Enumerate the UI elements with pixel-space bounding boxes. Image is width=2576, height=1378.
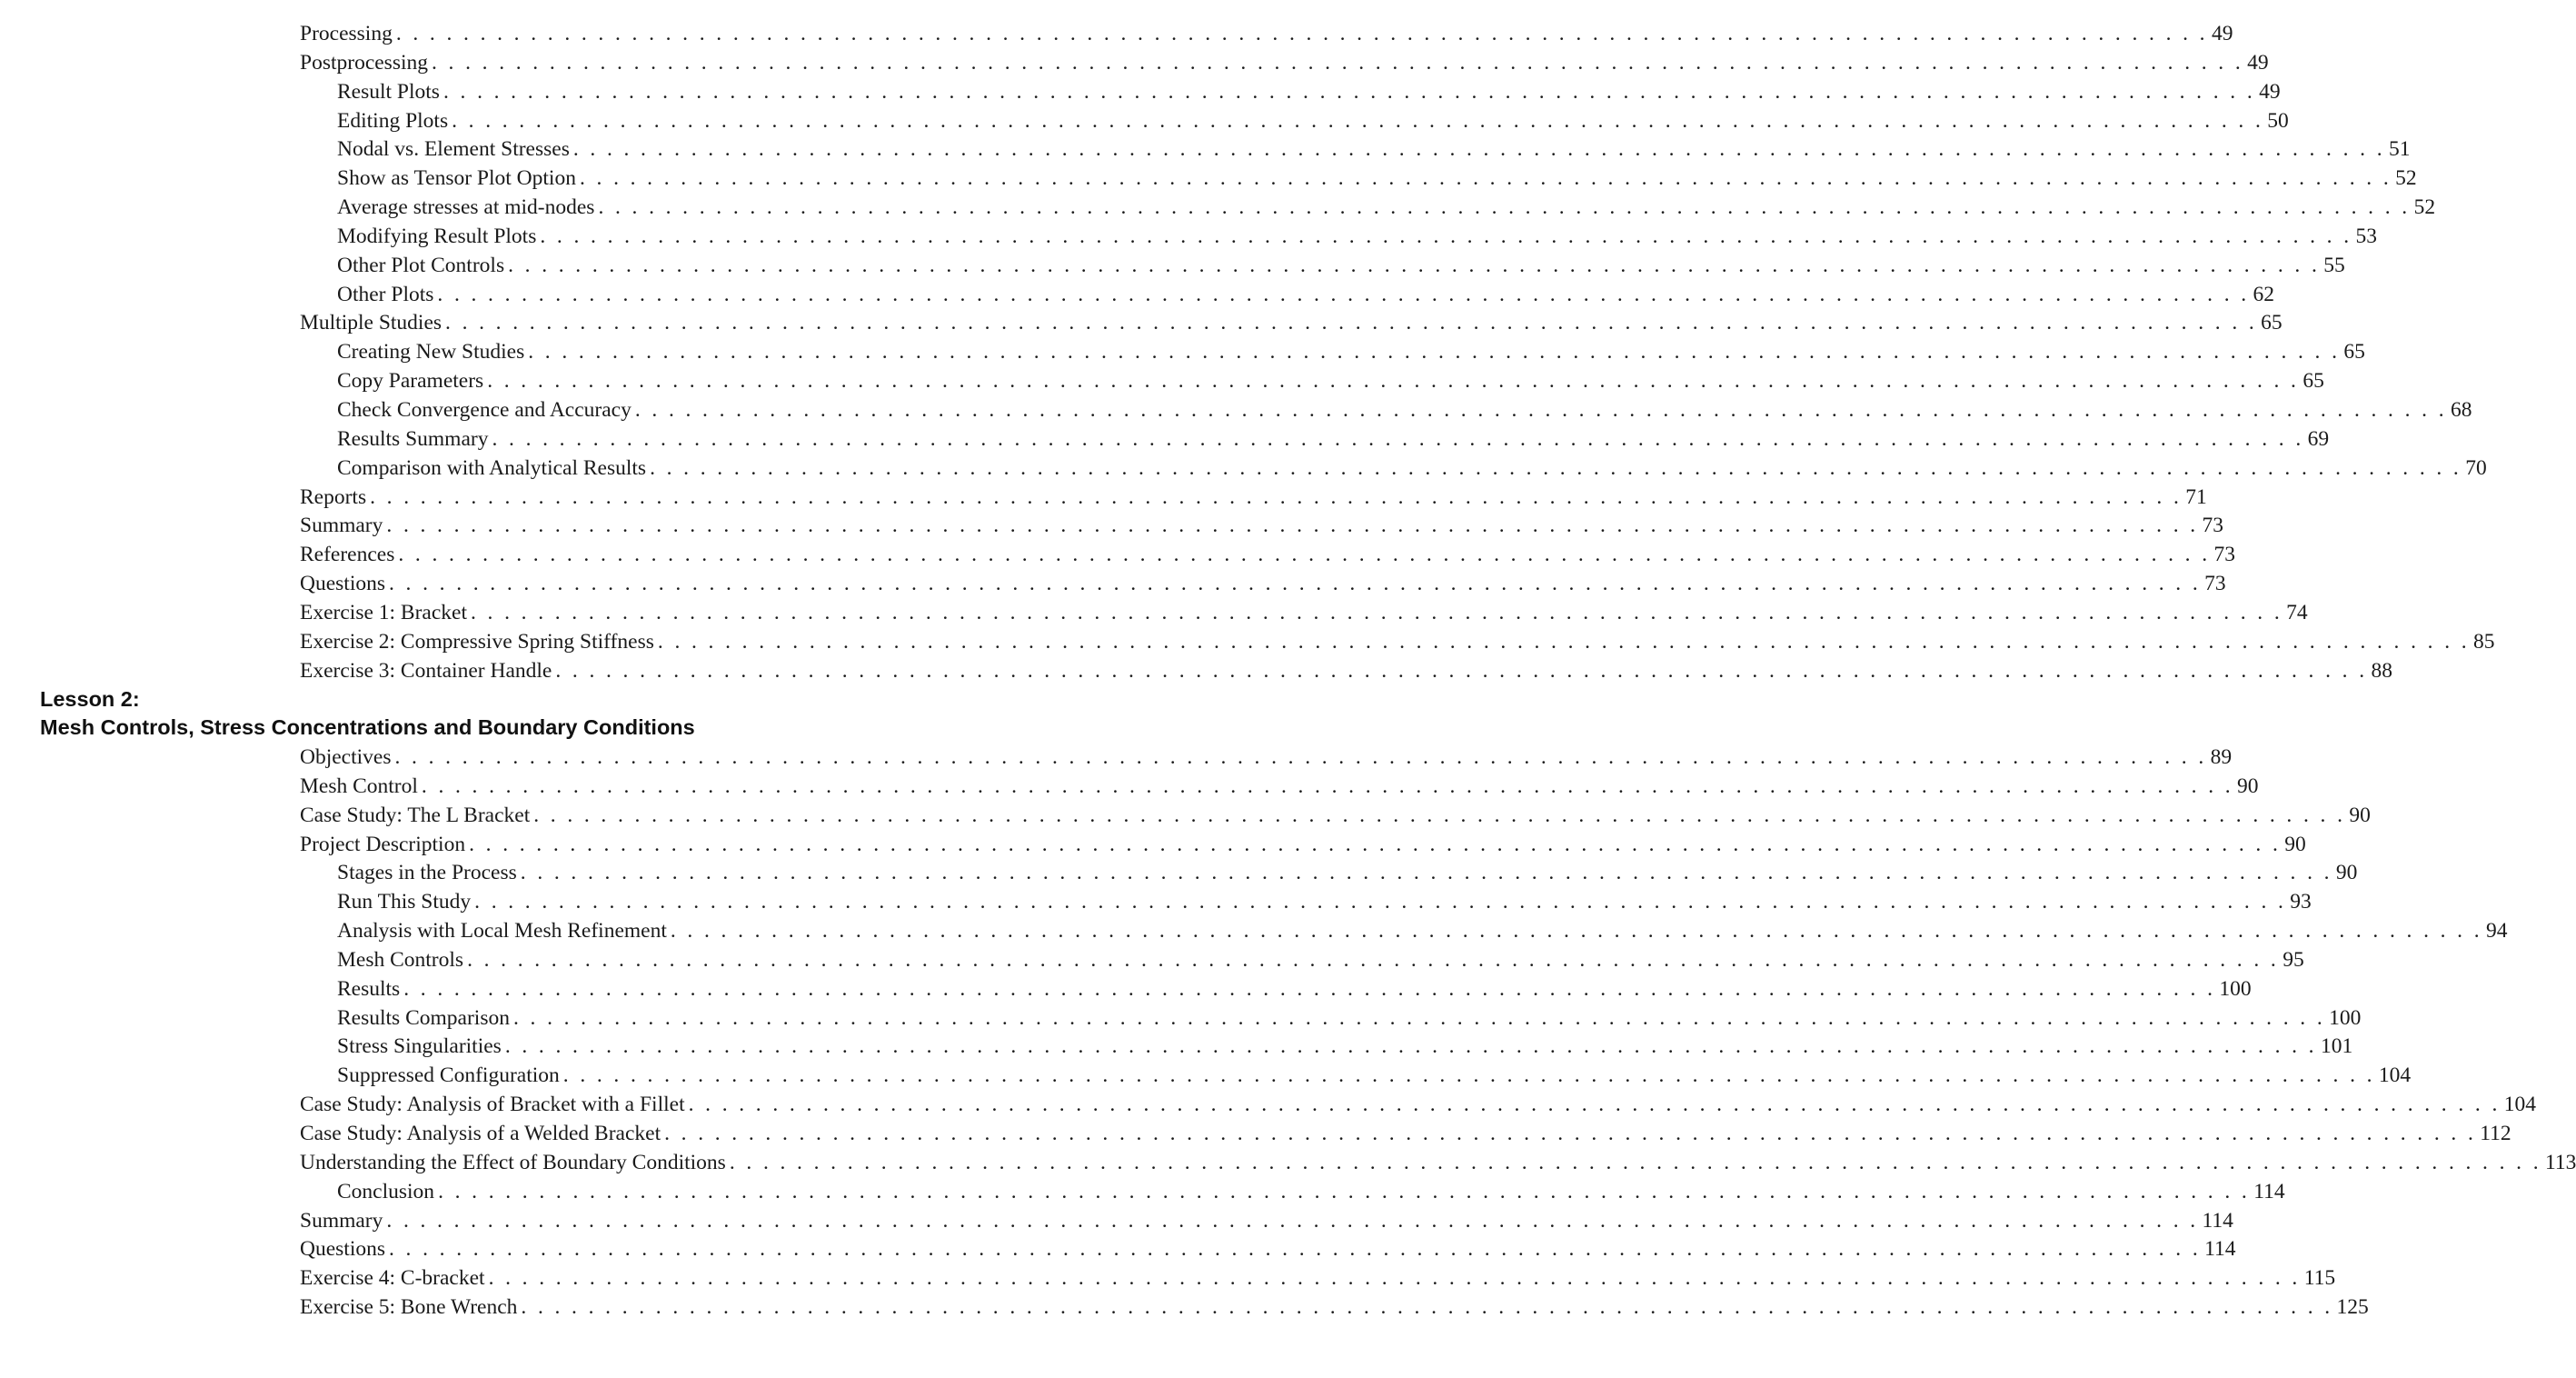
toc-entry-page: 114 [2204, 1237, 2236, 1262]
toc-entry-title: Mesh Controls [337, 947, 464, 972]
toc-entry-mesh-control[interactable] [300, 774, 2259, 804]
dot-leader: . . . . . . . . . . . . . . . . . . . . . . . . . . . . . . . . . . . . . . . . . . . . . . . . . . . . . . . . . . . . . . . . . . . . . . . . . . . . . . . . . . . . . . . . . . . . . . . . . . . . . . . . . . . . [572, 137, 2385, 162]
toc-entry-page: 88 [2371, 658, 2392, 683]
toc-entry-title: Results Summary [337, 426, 489, 451]
toc-entry-page: 104 [2503, 1093, 2536, 1117]
toc-entry-summary[interactable] [300, 1208, 2233, 1238]
toc-entry-page: 113 [2544, 1150, 2576, 1174]
dot-leader: . . . . . . . . . . . . . . . . . . . . . . . . . . . . . . . . . . . . . . . . . . . . . . . . . . . . . . . . . . . . . . . . . . . . . . . . . . . . . . . . . . . . . . . . . . . . . . . . . . . . . . . . . . . . [467, 947, 2280, 972]
toc-entry-modifying-result-plots[interactable] [300, 224, 2377, 254]
dot-leader: . . . . . . . . . . . . . . . . . . . . . . . . . . . . . . . . . . . . . . . . . . . . . . . . . . . . . . . . . . . . . . . . . . . . . . . . . . . . . . . . . . . . . . . . . . . . . . . . . . . . . . . . . . . . [664, 1121, 2477, 1145]
toc-entry-title: Summary [300, 514, 383, 538]
toc-entry-check-convergence[interactable] [300, 397, 2472, 427]
toc-entry-page: 73 [2213, 543, 2235, 567]
lesson1-toc-list [300, 22, 2495, 687]
toc-entry-run-this-study[interactable] [300, 890, 2312, 919]
toc-entry-title: Questions [300, 1237, 385, 1262]
dot-leader: . . . . . . . . . . . . . . . . . . . . . . . . . . . . . . . . . . . . . . . . . . . . . . . . . . . . . . . . . . . . . . . . . . . . . . . . . . . . . . . . . . . . . . . . . . . . . . . . . . . . . . . . . . . . [389, 1237, 2202, 1262]
toc-entry-title: Run This Study [337, 890, 472, 914]
toc-entry-page: 115 [2303, 1266, 2336, 1291]
toc-entry-title: Objectives [300, 745, 392, 769]
toc-entry-average-stresses[interactable] [300, 195, 2436, 225]
toc-entry-title: Stress Singularities [337, 1034, 502, 1059]
toc-entry-title: Modifying Result Plots [337, 224, 537, 248]
toc-entry-page: 73 [2202, 514, 2224, 538]
toc-entry-title: Check Convergence and Accuracy [337, 397, 632, 422]
dot-leader: . . . . . . . . . . . . . . . . . . . . . . . . . . . . . . . . . . . . . . . . . . . . . . . . . . . . . . . . . . . . . . . . . . . . . . . . . . . . . . . . . . . . . . . . . . . . . . . . . . . . . . . . . . . . [386, 514, 2199, 538]
toc-entry-title: Postprocessing [300, 50, 428, 75]
toc-entry-page: 101 [2320, 1034, 2353, 1059]
dot-leader: . . . . . . . . . . . . . . . . . . . . . . . . . . . . . . . . . . . . . . . . . . . . . . . . . . . . . . . . . . . . . . . . . . . . . . . . . . . . . . . . . . . . . . . . . . . . . . . . . . . . . . . . . . . . [598, 195, 2411, 220]
toc-entry-questions[interactable] [300, 1237, 2236, 1266]
toc-entry-title: Exercise 4: C-bracket [300, 1266, 485, 1291]
toc-entry-title: Exercise 5: Bone Wrench [300, 1295, 518, 1320]
dot-leader: . . . . . . . . . . . . . . . . . . . . . . . . . . . . . . . . . . . . . . . . . . . . . . . . . . . . . . . . . . . . . . . . . . . . . . . . . . . . . . . . . . . . . . . . . . . . . . . . . . . . . . . . . . . . [579, 166, 2392, 191]
toc-entry-title: Result Plots [337, 79, 440, 104]
dot-leader: . . . . . . . . . . . . . . . . . . . . . . . . . . . . . . . . . . . . . . . . . . . . . . . . . . . . . . . . . . . . . . . . . . . . . . . . . . . . . . . . . . . . . . . . . . . . . . . . . . . . . . . . . . . . [432, 50, 2244, 75]
dot-leader: . . . . . . . . . . . . . . . . . . . . . . . . . . . . . . . . . . . . . . . . . . . . . . . . . . . . . . . . . . . . . . . . . . . . . . . . . . . . . . . . . . . . . . . . . . . . . . . . . . . . . . . . . . . . [474, 890, 2287, 914]
toc-entry-title: Average stresses at mid-nodes [337, 195, 595, 220]
toc-entry-other-plots[interactable] [300, 282, 2275, 312]
dot-leader: . . . . . . . . . . . . . . . . . . . . . . . . . . . . . . . . . . . . . . . . . . . . . . . . . . . . . . . . . . . . . . . . . . . . . . . . . . . . . . . . . . . . . . . . . . . . . . . . . . . . . . . . . . . . [657, 629, 2471, 654]
toc-entry-results-summary[interactable] [300, 426, 2330, 456]
toc-entry-title: References [300, 543, 395, 567]
dot-leader: . . . . . . . . . . . . . . . . . . . . . . . . . . . . . . . . . . . . . . . . . . . . . . . . . . . . . . . . . . . . . . . . . . . . . . . . . . . . . . . . . . . . . . . . . . . . . . . . . . . . . . . . . . . . [688, 1093, 2501, 1117]
toc-entry-page: 100 [2329, 1005, 2362, 1030]
toc-entry-page: 65 [2302, 369, 2324, 394]
dot-leader: . . . . . . . . . . . . . . . . . . . . . . . . . . . . . . . . . . . . . . . . . . . . . . . . . . . . . . . . . . . . . . . . . . . . . . . . . . . . . . . . . . . . . . . . . . . . . . . . . . . . . . . . . . . . [437, 282, 2250, 306]
dot-leader: . . . . . . . . . . . . . . . . . . . . . . . . . . . . . . . . . . . . . . . . . . . . . . . . . . . . . . . . . . . . . . . . . . . . . . . . . . . . . . . . . . . . . . . . . . . . . . . . . . . . . . . . . . . . [487, 369, 2300, 394]
toc-entry-page: 49 [2247, 50, 2269, 75]
toc-entry-title: Exercise 3: Container Handle [300, 658, 552, 683]
toc-entry-nodal-vs-element-stresses[interactable] [300, 137, 2411, 166]
toc-entry-page: 125 [2336, 1295, 2369, 1320]
dot-leader: . . . . . . . . . . . . . . . . . . . . . . . . . . . . . . . . . . . . . . . . . . . . . . . . . . . . . . . . . . . . . . . . . . . . . . . . . . . . . . . . . . . . . . . . . . . . . . . . . . . . . . . . . . . . [389, 572, 2202, 596]
dot-leader: . . . . . . . . . . . . . . . . . . . . . . . . . . . . . . . . . . . . . . . . . . . . . . . . . . . . . . . . . . . . . . . . . . . . . . . . . . . . . . . . . . . . . . . . . . . . . . . . . . . . . . . . . . . . [488, 1266, 2301, 1291]
toc-entry-title: Analysis with Local Mesh Refinement [337, 919, 667, 944]
toc-entry-title: Copy Parameters [337, 369, 484, 394]
toc-entry-page: 70 [2465, 455, 2487, 480]
dot-leader: . . . . . . . . . . . . . . . . . . . . . . . . . . . . . . . . . . . . . . . . . . . . . . . . . . . . . . . . . . . . . . . . . . . . . . . . . . . . . . . . . . . . . . . . . . . . . . . . . . . . . . . . . . . . [398, 543, 2211, 567]
toc-entry-creating-new-studies[interactable] [300, 340, 2365, 369]
toc-entry-page: 90 [2349, 803, 2371, 827]
toc-entry-title: Show as Tensor Plot Option [337, 166, 576, 191]
toc-entry-title: Results Comparison [337, 1005, 510, 1030]
toc-entry-page: 69 [2307, 426, 2330, 451]
toc-entry-project-description[interactable] [300, 832, 2306, 862]
toc-entry-page: 50 [2267, 108, 2289, 133]
toc-entry-page: 85 [2473, 629, 2495, 654]
toc-entry-title: Case Study: The L Bracket [300, 803, 531, 827]
toc-entry-postprocessing[interactable] [300, 50, 2269, 80]
toc-entry-editing-plots[interactable] [300, 108, 2289, 138]
toc-entry-reports[interactable] [300, 484, 2207, 514]
toc-entry-exercise-3[interactable] [300, 658, 2392, 688]
dot-leader: . . . . . . . . . . . . . . . . . . . . . . . . . . . . . . . . . . . . . . . . . . . . . . . . . . . . . . . . . . . . . . . . . . . . . . . . . . . . . . . . . . . . . . . . . . . . . . . . . . . . . . . . . . . . [555, 658, 2368, 683]
toc-entry-exercise-1[interactable] [300, 600, 2308, 630]
lesson-title: Mesh Controls, Stress Concentrations and Boundary Conditions [40, 715, 695, 739]
dot-leader: . . . . . . . . . . . . . . . . . . . . . . . . . . . . . . . . . . . . . . . . . . . . . . . . . . . . . . . . . . . . . . . . . . . . . . . . . . . . . . . . . . . . . . . . . . . . . . . . . . . . . . . . . . . . [443, 79, 2256, 104]
toc-entry-title: Summary [300, 1208, 383, 1233]
toc-entry-page: 100 [2219, 976, 2252, 1001]
toc-entry-title: Mesh Control [300, 774, 418, 798]
toc-entry-local-mesh-refinement[interactable] [300, 919, 2508, 948]
dot-leader: . . . . . . . . . . . . . . . . . . . . . . . . . . . . . . . . . . . . . . . . . . . . . . . . . . . . . . . . . . . . . . . . . . . . . . . . . . . . . . . . . . . . . . . . . . . . . . . . . . . . . . . . . . . . [634, 397, 2447, 422]
dot-leader: . . . . . . . . . . . . . . . . . . . . . . . . . . . . . . . . . . . . . . . . . . . . . . . . . . . . . . . . . . . . . . . . . . . . . . . . . . . . . . . . . . . . . . . . . . . . . . . . . . . . . . . . . . . . [492, 426, 2304, 451]
dot-leader: . . . . . . . . . . . . . . . . . . . . . . . . . . . . . . . . . . . . . . . . . . . . . . . . . . . . . . . . . . . . . . . . . . . . . . . . . . . . . . . . . . . . . . . . . . . . . . . . . . . . . . . . . . . . [438, 1179, 2251, 1203]
toc-entry-questions[interactable] [300, 572, 2226, 601]
dot-leader: . . . . . . . . . . . . . . . . . . . . . . . . . . . . . . . . . . . . . . . . . . . . . . . . . . . . . . . . . . . . . . . . . . . . . . . . . . . . . . . . . . . . . . . . . . . . . . . . . . . . . . . . . . . . [670, 919, 2482, 944]
toc-entry-exercise-4[interactable] [300, 1266, 2336, 1295]
toc-entry-page: 93 [2290, 890, 2312, 914]
toc-entry-title: Comparison with Analytical Results [337, 455, 647, 480]
dot-leader: . . . . . . . . . . . . . . . . . . . . . . . . . . . . . . . . . . . . . . . . . . . . . . . . . . . . . . . . . . . . . . . . . . . . . . . . . . . . . . . . . . . . . . . . . . . . . . . . . . . . . . . . . . . . [445, 311, 2258, 335]
toc-entry-multiple-studies[interactable] [300, 311, 2283, 340]
toc-entry-page: 49 [2259, 79, 2281, 104]
toc-entry-results-comparison[interactable] [300, 1005, 2362, 1035]
toc-entry-title: Questions [300, 572, 385, 596]
toc-entry-page: 90 [2335, 861, 2358, 885]
toc-entry-boundary-conditions[interactable] [300, 1150, 2576, 1180]
toc-entry-stages-in-process[interactable] [300, 861, 2358, 890]
toc-entry-exercise-5[interactable] [300, 1295, 2369, 1324]
toc-entry-page: 49 [2211, 22, 2233, 45]
dot-leader: . . . . . . . . . . . . . . . . . . . . . . . . . . . . . . . . . . . . . . . . . . . . . . . . . . . . . . . . . . . . . . . . . . . . . . . . . . . . . . . . . . . . . . . . . . . . . . . . . . . . . . . . . . . . [421, 774, 2234, 798]
toc-entry-processing[interactable] [300, 22, 2233, 51]
toc-entry-title: Case Study: Analysis of a Welded Bracket [300, 1121, 661, 1145]
toc-entry-title: Stages in the Process [337, 861, 517, 885]
dot-leader: . . . . . . . . . . . . . . . . . . . . . . . . . . . . . . . . . . . . . . . . . . . . . . . . . . . . . . . . . . . . . . . . . . . . . . . . . . . . . . . . . . . . . . . . . . . . . . . . . . . . . . . . . . . . [394, 745, 2207, 769]
lesson-label: Lesson 2: [40, 687, 140, 711]
dot-leader: . . . . . . . . . . . . . . . . . . . . . . . . . . . . . . . . . . . . . . . . . . . . . . . . . . . . . . . . . . . . . . . . . . . . . . . . . . . . . . . . . . . . . . . . . . . . . . . . . . . . . . . . . . . . [508, 253, 2321, 277]
toc-entry-other-plot-controls[interactable] [300, 253, 2345, 283]
dot-leader: . . . . . . . . . . . . . . . . . . . . . . . . . . . . . . . . . . . . . . . . . . . . . . . . . . . . . . . . . . . . . . . . . . . . . . . . . . . . . . . . . . . . . . . . . . . . . . . . . . . . . . . . . . . . [528, 340, 2341, 364]
toc-entry-page: 73 [2204, 572, 2226, 596]
toc-entry-page: 53 [2355, 224, 2377, 248]
toc-entry-page: 90 [2237, 774, 2259, 798]
toc-entry-exercise-2[interactable] [300, 629, 2495, 659]
toc-entry-page: 95 [2283, 947, 2304, 972]
dot-leader: . . . . . . . . . . . . . . . . . . . . . . . . . . . . . . . . . . . . . . . . . . . . . . . . . . . . . . . . . . . . . . . . . . . . . . . . . . . . . . . . . . . . . . . . . . . . . . . . . . . . . . . . . . . . [395, 22, 2208, 45]
dot-leader: . . . . . . . . . . . . . . . . . . . . . . . . . . . . . . . . . . . . . . . . . . . . . . . . . . . . . . . . . . . . . . . . . . . . . . . . . . . . . . . . . . . . . . . . . . . . . . . . . . . . . . . . . . . . [533, 803, 2346, 827]
toc-entry-title: Suppressed Configuration [337, 1063, 560, 1088]
toc-entry-title: Nodal vs. Element Stresses [337, 137, 570, 162]
dot-leader: . . . . . . . . . . . . . . . . . . . . . . . . . . . . . . . . . . . . . . . . . . . . . . . . . . . . . . . . . . . . . . . . . . . . . . . . . . . . . . . . . . . . . . . . . . . . . . . . . . . . . . . . . . . . [520, 861, 2332, 885]
toc-entry-objectives[interactable] [300, 745, 2233, 774]
toc-entry-title: Conclusion [337, 1179, 435, 1203]
toc-entry-title: Other Plots [337, 282, 434, 306]
toc-entry-conclusion[interactable] [300, 1179, 2285, 1209]
toc-entry-tensor-plot-option[interactable] [300, 166, 2417, 195]
toc-entry-title: Multiple Studies [300, 311, 443, 335]
toc-entry-title: Reports [300, 484, 367, 509]
toc-entry-title: Understanding the Effect of Boundary Conditions [300, 1150, 726, 1174]
toc-entry-comparison-analytical[interactable] [300, 455, 2487, 485]
dot-leader: . . . . . . . . . . . . . . . . . . . . . . . . . . . . . . . . . . . . . . . . . . . . . . . . . . . . . . . . . . . . . . . . . . . . . . . . . . . . . . . . . . . . . . . . . . . . . . . . . . . . . . . . . . . . [540, 224, 2352, 248]
toc-entry-page: 62 [2253, 282, 2275, 306]
dot-leader: . . . . . . . . . . . . . . . . . . . . . . . . . . . . . . . . . . . . . . . . . . . . . . . . . . . . . . . . . . . . . . . . . . . . . . . . . . . . . . . . . . . . . . . . . . . . . . . . . . . . . . . . . . . . [521, 1295, 2333, 1320]
dot-leader: . . . . . . . . . . . . . . . . . . . . . . . . . . . . . . . . . . . . . . . . . . . . . . . . . . . . . . . . . . . . . . . . . . . . . . . . . . . . . . . . . . . . . . . . . . . . . . . . . . . . . . . . . . . . [562, 1063, 2375, 1088]
toc-entry-page: 71 [2185, 484, 2207, 509]
toc-entry-case-study-l-bracket[interactable] [300, 803, 2371, 833]
dot-leader: . . . . . . . . . . . . . . . . . . . . . . . . . . . . . . . . . . . . . . . . . . . . . . . . . . . . . . . . . . . . . . . . . . . . . . . . . . . . . . . . . . . . . . . . . . . . . . . . . . . . . . . . . . . . [386, 1208, 2199, 1233]
toc-entry-page: 65 [2261, 311, 2283, 335]
toc-entry-title: Exercise 1: Bracket [300, 600, 467, 624]
toc-entry-page: 94 [2486, 919, 2508, 944]
toc-entry-title: Processing [300, 22, 393, 45]
toc-entry-title: Editing Plots [337, 108, 449, 133]
toc-entry-title: Other Plot Controls [337, 253, 505, 277]
toc-entry-references[interactable] [300, 543, 2235, 572]
toc-entry-bracket-with-fillet[interactable] [300, 1093, 2536, 1122]
toc-entry-mesh-controls[interactable] [300, 947, 2304, 977]
dot-leader: . . . . . . . . . . . . . . . . . . . . . . . . . . . . . . . . . . . . . . . . . . . . . . . . . . . . . . . . . . . . . . . . . . . . . . . . . . . . . . . . . . . . . . . . . . . . . . . . . . . . . . . . . . . . [403, 976, 2216, 1001]
dot-leader: . . . . . . . . . . . . . . . . . . . . . . . . . . . . . . . . . . . . . . . . . . . . . . . . . . . . . . . . . . . . . . . . . . . . . . . . . . . . . . . . . . . . . . . . . . . . . . . . . . . . . . . . . . . . [471, 600, 2283, 624]
toc-entry-copy-parameters[interactable] [300, 369, 2324, 398]
dot-leader: . . . . . . . . . . . . . . . . . . . . . . . . . . . . . . . . . . . . . . . . . . . . . . . . . . . . . . . . . . . . . . . . . . . . . . . . . . . . . . . . . . . . . . . . . . . . . . . . . . . . . . . . . . . . [469, 832, 2282, 856]
toc-entry-page: 104 [2378, 1063, 2412, 1088]
toc-entry-page: 65 [2343, 340, 2365, 364]
dot-leader: . . . . . . . . . . . . . . . . . . . . . . . . . . . . . . . . . . . . . . . . . . . . . . . . . . . . . . . . . . . . . . . . . . . . . . . . . . . . . . . . . . . . . . . . . . . . . . . . . . . . . . . . . . . . [504, 1034, 2317, 1059]
toc-entry-page: 114 [2202, 1208, 2233, 1233]
toc-entry-page: 68 [2450, 397, 2472, 422]
dot-leader: . . . . . . . . . . . . . . . . . . . . . . . . . . . . . . . . . . . . . . . . . . . . . . . . . . . . . . . . . . . . . . . . . . . . . . . . . . . . . . . . . . . . . . . . . . . . . . . . . . . . . . . . . . . . [729, 1150, 2541, 1174]
toc-entry-results[interactable] [300, 976, 2252, 1006]
toc-entry-title: Results [337, 976, 401, 1001]
toc-entry-summary[interactable] [300, 514, 2224, 543]
toc-entry-title: Creating New Studies [337, 340, 525, 364]
toc-entry-page: 51 [2388, 137, 2411, 162]
toc-entry-page: 52 [2395, 166, 2417, 191]
toc-entry-page: 90 [2284, 832, 2306, 856]
toc-entry-page: 89 [2210, 745, 2233, 769]
toc-entry-page: 112 [2480, 1121, 2511, 1145]
dot-leader: . . . . . . . . . . . . . . . . . . . . . . . . . . . . . . . . . . . . . . . . . . . . . . . . . . . . . . . . . . . . . . . . . . . . . . . . . . . . . . . . . . . . . . . . . . . . . . . . . . . . . . . . . . . . [452, 108, 2264, 133]
toc-entry-page: 55 [2323, 253, 2345, 277]
dot-leader: . . . . . . . . . . . . . . . . . . . . . . . . . . . . . . . . . . . . . . . . . . . . . . . . . . . . . . . . . . . . . . . . . . . . . . . . . . . . . . . . . . . . . . . . . . . . . . . . . . . . . . . . . . . . [512, 1005, 2326, 1030]
toc-entry-stress-singularities[interactable] [300, 1034, 2353, 1063]
toc-entry-title: Project Description [300, 832, 466, 856]
toc-entry-page: 74 [2286, 600, 2308, 624]
toc-entry-suppressed-configuration[interactable] [300, 1063, 2412, 1093]
toc-entry-title: Exercise 2: Compressive Spring Stiffness [300, 629, 654, 654]
toc-entry-result-plots[interactable] [300, 79, 2281, 109]
toc-entry-page: 52 [2413, 195, 2436, 220]
toc-entry-title: Case Study: Analysis of Bracket with a Fillet [300, 1093, 685, 1117]
lesson2-toc-list [300, 745, 2576, 1324]
toc-entry-page: 114 [2253, 1179, 2285, 1203]
dot-leader: . . . . . . . . . . . . . . . . . . . . . . . . . . . . . . . . . . . . . . . . . . . . . . . . . . . . . . . . . . . . . . . . . . . . . . . . . . . . . . . . . . . . . . . . . . . . . . . . . . . . . . . . . . . . [650, 455, 2462, 480]
dot-leader: . . . . . . . . . . . . . . . . . . . . . . . . . . . . . . . . . . . . . . . . . . . . . . . . . . . . . . . . . . . . . . . . . . . . . . . . . . . . . . . . . . . . . . . . . . . . . . . . . . . . . . . . . . . . [370, 484, 2183, 509]
toc-entry-welded-bracket[interactable] [300, 1121, 2511, 1151]
